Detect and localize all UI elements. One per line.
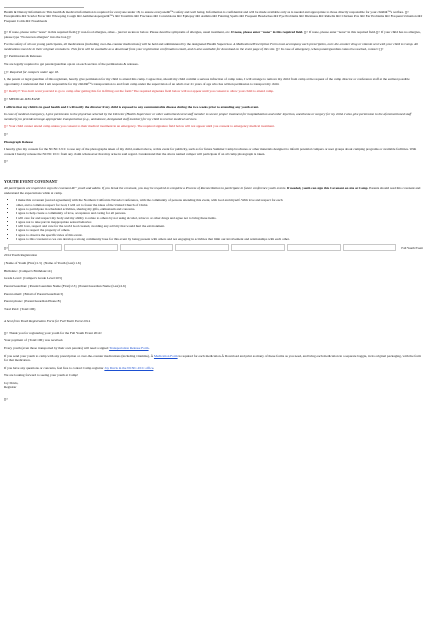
summary-parent-email: Parent email: {Email of Parent/Guardian:3} xyxy=(4,291,64,296)
allergy-block: []> If none, please write "none" in this required field.[]> non-food allergies, other... just let us know below. Please describe symptoms of allergies, usual treatment, etc. If none, please enter "none" in this required field. []> If none, please enter "none" in this required field.[]> If your child has no allergies, please type "No known allergies" into the box.[]> xyxy=(4,30,421,39)
covenant-item: • I agree to respect the property of others. xyxy=(16,228,423,232)
covenant-item: • other, and a common respect for God, I will act to foster the ideas of the United Church of Christ. xyxy=(16,203,423,207)
covenant-list xyxy=(16,198,423,241)
receipt-thanks: []> Thank you for registering your youth for the Fall Youth Event 2014! xyxy=(4,330,102,335)
health-info-line-2: Asthma/Aspergerâ€™s â€¢ Tonsilitis â€¢ Fractures â€¢ Convulsions â€¢ Epilepsy â€¢ Asthma â€¢ Fainting Spells â€¢ Frequent Headaches â€¢ Eye Problems â€¢ Dizziness â€¢ Rubella â€¢ Chicken Pox â€¢ xyxy=(82,14,365,19)
covenant-item: • I will care for and respect my body and my ability to relate to others by not using alcohol, tobacco or other drugs and agree not to bring these items. xyxy=(16,216,423,220)
receipt-transport: Every youth (even those transported by their own parents) will need a signed Transportation Release Form. xyxy=(4,345,150,350)
photo-release-text: I hereby give my consent for the NCNC UCC to use any of the photographs taken of my child, named above, at this event for publicity, such as for future Summer Camp brochures or other materials designed to inform potential campers or user groups about camping programs or available facilities. With consent I hereby release the NCNC UCC from any claim whatsoever that may arise in said regard. I understand that the above named camper will participate if on all camp photograph is taken. xyxy=(4,147,417,156)
receipt-final-marker: []> xyxy=(4,396,9,401)
covenant-intro: All participants are required to sign the covenant â€” youth and adults. If you break the covenant, you may be required to complete a Process of Reconciliation to participate in future conference youth events. If needed, youth can sign this Covenant on site at Camp. Parents should read this covenant and understand the expectations while at camp. xyxy=(4,186,421,195)
medical-release-permission: In case of medical emergency, I give permission to the physician selected by the Director (Health Supervisor or other authorized event staff member to secure proper treatment for hospitalization and order injection, anesthesia or surgery for my child. I also give permission to the aforementioned staff member(s) to provide/arrange appropriate transportation (e.g., ambulance, designated staff member) for my child to receive medical services. xyxy=(4,112,412,121)
signature-name: Joy Davis, xyxy=(4,380,19,385)
covenant-item: • I will love, respect and care for the world God created, avoiding any activity that would hurt the environment. xyxy=(16,224,423,228)
covenant-item: • I agree to observe the specific rules of this event. xyxy=(16,233,423,237)
permissions-intro: We are legally required to get parent/guardian opt-in on each section of the permissions & releases. xyxy=(4,61,139,66)
permissions-minors-note: []> Required for campers under age 18. xyxy=(4,69,59,74)
youth-covenant-section xyxy=(4,180,423,241)
transportation-release-form-link[interactable]: Transportation Release Form xyxy=(109,345,149,350)
covenant-item: • I agree not to take part in inappropriate sexual behavior. xyxy=(16,220,423,224)
medical-release-label: []> MEDICAL RELEASE xyxy=(4,96,41,101)
receipt-payment: Your payment of {Total:106} was received. xyxy=(4,338,64,343)
summary-header-boxes: []> Fall Youth Event xyxy=(4,245,423,250)
top-field-rules xyxy=(4,3,423,8)
photo-release-label: Photograph Release xyxy=(4,139,33,144)
summary-total-paid: Total Paid: {Total:106} xyxy=(4,307,36,312)
signature-title: Registrar xyxy=(4,385,17,390)
registration-summary xyxy=(4,253,423,311)
parent-consent-text: I, the parent or legal guardian of this registrant, hereby give permission for my child to attend this camp. I agree that, should my child commit a serious infraction of camp rules, I will arrange to remove my child from camp at the request of the camp director or conference staff at the earliest possible opportunity. I understand that I am responsible for my childâ€™s transportation to and from camp under the supervision of an adult over 21 years of age who has written permission to transport my child. xyxy=(4,77,410,86)
medication-form-link[interactable]: Medication Form xyxy=(153,353,178,358)
medical-release-affirmation: I affirm that my child is in good health and I will notify the director if my child is exposed to any communicable disease during the two weeks prior to attending any youth event. xyxy=(4,104,260,109)
medical-release-marker: []> xyxy=(4,132,9,137)
receipt-title: A Sent from Youth Registration Form for Fall Youth Event 2014 xyxy=(4,318,91,323)
covenant-item: • I agree to this covenant so we can develop a strong community base for this event by being present with others and not engaging in activities that limit our involvement and relationships with each other. xyxy=(16,237,423,241)
receipt-medication: If you send your youth to camp with any prescription or over-the-counter medications (including vitamins), Â Medication Form is required for each medication.Â Download and print as many of these forms as you need, and bring each medication in a separate baggie, in its original packaging, with the form for that medication. xyxy=(4,353,422,362)
permissions-label: []> Permissions & Releases xyxy=(4,54,42,59)
covenant-item: • I make this covenant (sacred agreement) with the Northern California Nevada Conference, with the community of persons attending this event, with God and myself. With love and respect for each xyxy=(16,198,423,202)
consent-warning: []> Really?! You don't want your kid to go to camp after getting this far in filling out the form? The required signature field below will not appear until you consent to allow your child to attend camp. xyxy=(4,89,274,94)
summary-birthdate: Birthdate: {Camper's Birthdate:14} xyxy=(4,268,53,273)
covenant-item: • I agree to participate in scheduled activities, sharing my gifts, enthusiasm and concerns. xyxy=(16,207,423,211)
receipt-section xyxy=(4,319,423,401)
receipt-signature xyxy=(4,381,423,390)
receipt-questions: If you have any questions or concerns, feel free to contact Camp registrar Joy Davis in the NCNC-UCC office. xyxy=(4,365,155,370)
covenant-heading: YOUTH EVENT COVENANT xyxy=(4,179,58,185)
health-info-block xyxy=(4,10,423,23)
health-info-line-1: Health & Dietary Information: This health & medical information is required for everyone under 18, to ensure everyoneâ€™s safety and well being. Information is confidential and will be made available only as is needed and appropriate to those directly responsible for your childâ€™s welfare. []> Encephalitis â€¢ Scarlet Fever â€¢ Whooping Cough â€¢ xyxy=(4,10,409,19)
photo-release-section xyxy=(4,140,423,164)
photo-release-marker: []> xyxy=(4,159,9,164)
receipt-looking-forward: We are looking forward to seeing your youth at Camp! xyxy=(4,373,79,378)
summary-youth-name: {Name of Youth (First):1.3} {Name of Youth (Last):1.6} xyxy=(4,261,82,266)
health-info-line-3: Ear Problems â€¢ Frequent Urination â€¢ Frequent Colds â€¢ Nosebleeds xyxy=(4,14,423,23)
medications-block: For the safety of all our young participants, all medications (including over-the-counter medications) will be held and administered by the designated Health Supervisor. A Medication/Prescription Form must accompany each prescription, over-the-counter drug or vitamin sent with your child to Camp. All medications must be in their original containers. This form will be available as a download from your registration confirmation email, and is also available for download on the event page of this site. []> In case of emergency, when parent/guardian cannot be reached, contact: []> xyxy=(4,42,419,51)
summary-year: 2014 Youth Registration xyxy=(4,253,38,258)
medical-release-warning: []> Your child cannot attend camp unless you consent to their medical treatment in an emergency. The required signature field below will not appear until you consent to emergency medical treatment. xyxy=(4,124,275,129)
summary-grade: Grade Level: {Camper's Grade Level:103} xyxy=(4,276,63,281)
summary-event-name: Fall Youth Event xyxy=(401,245,423,250)
medical-release-section xyxy=(4,97,423,136)
permissions-section xyxy=(4,54,423,93)
summary-guardian: Parent/Guardian: {Parent/Guardian Name (First):2.3} {Parent/Guardian Name (Last):2.6} xyxy=(4,284,127,289)
registrar-contact-link[interactable]: Joy Davis in the NCNC-UCC office xyxy=(104,365,154,370)
covenant-item: • I agree to help create a community of love, acceptance and caring for all persons. xyxy=(16,211,423,215)
summary-parent-phone: Parent phone: {Parent/Guardian Phone:8} xyxy=(4,299,62,304)
